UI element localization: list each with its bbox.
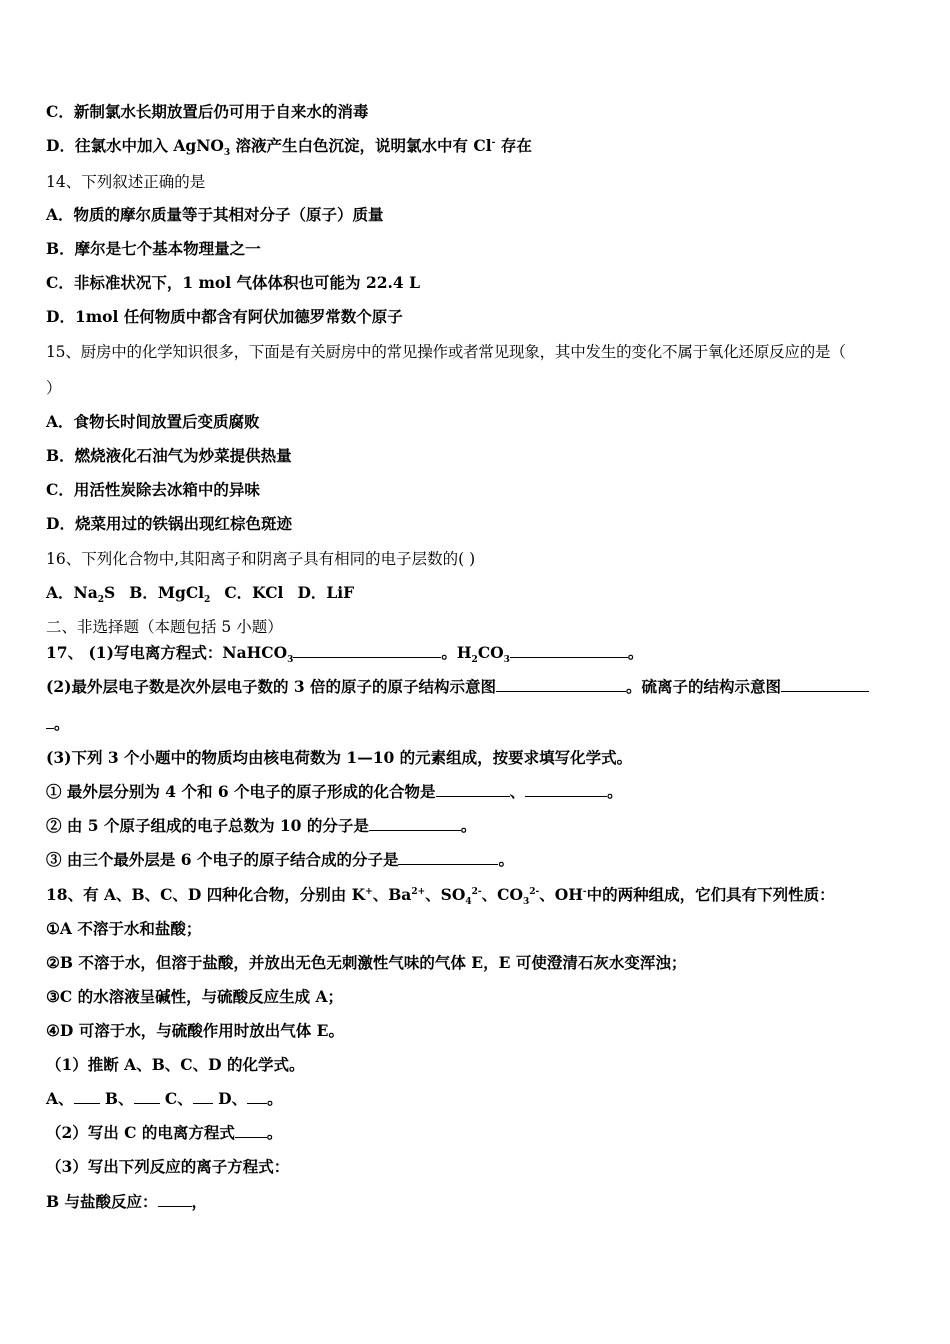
q18-property-4: ④D 可溶于水，与硫酸作用时放出气体 E。 xyxy=(46,1021,344,1040)
answer-blank[interactable] xyxy=(247,1089,267,1104)
q14-option-c: C．非标准状况下，1 mol 气体体积也可能为 22.4 L xyxy=(46,273,420,292)
answer-blank[interactable] xyxy=(510,643,628,658)
answer-blank[interactable] xyxy=(235,1123,267,1138)
q15-option-c: C．用活性炭除去冰箱中的异味 xyxy=(46,480,260,499)
answer-blank[interactable] xyxy=(781,677,869,692)
q17-part3-item2: ② 由 5 个原子组成的电子总数为 10 的分子是 。 xyxy=(46,816,477,835)
q14-option-b: B．摩尔是七个基本物理量之一 xyxy=(46,239,261,258)
q18-part3: （3）写出下列反应的离子方程式： xyxy=(46,1157,290,1176)
q13-option-c: C．新制氯水长期放置后仍可用于自来水的消毒 xyxy=(46,102,369,121)
answer-blank[interactable] xyxy=(293,643,441,658)
q13-option-d: D．往氯水中加入 AgNO$_3$ 溶液产生白色沉淀，说明氯水中有 Cl- 存在 xyxy=(46,136,532,159)
answer-blank[interactable] xyxy=(525,782,607,797)
q17-part3: (3)下列 3 个小题中的物质均由核电荷数为 1—10 的元素组成，按要求填写化学式。 xyxy=(46,748,633,767)
answer-blank[interactable] xyxy=(496,677,626,692)
section-2-heading: 二、非选择题（本题包括 5 小题） xyxy=(46,618,283,636)
answer-blank[interactable] xyxy=(436,782,510,797)
answer-blank[interactable] xyxy=(134,1089,160,1104)
answer-blank[interactable] xyxy=(398,850,498,865)
q18-property-3: ③C 的水溶液呈碱性，与硫酸反应生成 A； xyxy=(46,987,344,1006)
q17-part2-cont: 。 xyxy=(46,713,910,735)
answer-blank[interactable] xyxy=(369,816,461,831)
q17-part3-item3: ③ 由三个最外层是 6 个电子的原子结合成的分子是 。 xyxy=(46,850,514,869)
q18-part3-b: B 与盐酸反应： ， xyxy=(46,1192,208,1211)
answer-blank[interactable] xyxy=(46,714,54,729)
q15-option-b: B．燃烧液化石油气为炒菜提供热量 xyxy=(46,446,292,465)
q18-property-1: ①A 不溶于水和盐酸； xyxy=(46,919,202,938)
q16-stem: 16、下列化合物中,其阳离子和阴离子具有相同的电子层数的( ) xyxy=(46,550,476,568)
q14-option-a: A．物质的摩尔质量等于其相对分子（原子）质量 xyxy=(46,205,384,224)
answer-blank[interactable] xyxy=(158,1192,192,1207)
q15-stem: 15、厨房中的化学知识很多，下面是有关厨房中的常见操作或者常见现象，其中发生的变化不属于氧化还原反应的是（ xyxy=(46,343,846,361)
q18-part2: （2）写出 C 的电离方程式 。 xyxy=(46,1123,283,1142)
q18-part1-answers: A、 B、 C、 D、 。 xyxy=(46,1089,283,1108)
q15-option-a: A．食物长时间放置后变质腐败 xyxy=(46,412,260,431)
q18-property-2: ②B 不溶于水，但溶于盐酸，并放出无色无刺激性气味的气体 E，E 可使澄清石灰水变浑浊； xyxy=(46,953,687,972)
answer-blank[interactable] xyxy=(74,1089,100,1104)
q18-part1: （1）推断 A、B、C、D 的化学式。 xyxy=(46,1055,305,1074)
answer-blank[interactable] xyxy=(193,1089,213,1104)
q17-part1: 17、 (1)写电离方程式：NaHCO$_3$ 。$H_2CO_3$ 。 xyxy=(46,643,644,666)
q15-option-d: D．烧菜用过的铁锅出现红棕色斑迹 xyxy=(46,514,292,533)
q16-options: A．$Na_2S$ B．MgCl$_2$ C．KCl D．LiF xyxy=(46,583,355,606)
q14-stem: 14、下列叙述正确的是 xyxy=(46,173,206,191)
q18-stem: 18、有 A、B、C、D 四种化合物，分别由 K+、$Ba^{2+}$、$SO_4^{2-}$、$CO_3^{2-}$、OH-中的两种组成，它们具有下列性质： xyxy=(46,885,835,908)
q17-part2: (2)最外层电子数是次外层电子数的 3 倍的原子的原子结构示意图 。硫离子的结构示意图 xyxy=(46,676,910,698)
q14-option-d: D．1mol 任何物质中都含有阿伏加德罗常数个原子 xyxy=(46,307,403,326)
q15-stem-cont: ） xyxy=(46,379,62,397)
q17-part3-item1: ① 最外层分别为 4 个和 6 个电子的原子形成的化合物是 、 。 xyxy=(46,782,623,801)
